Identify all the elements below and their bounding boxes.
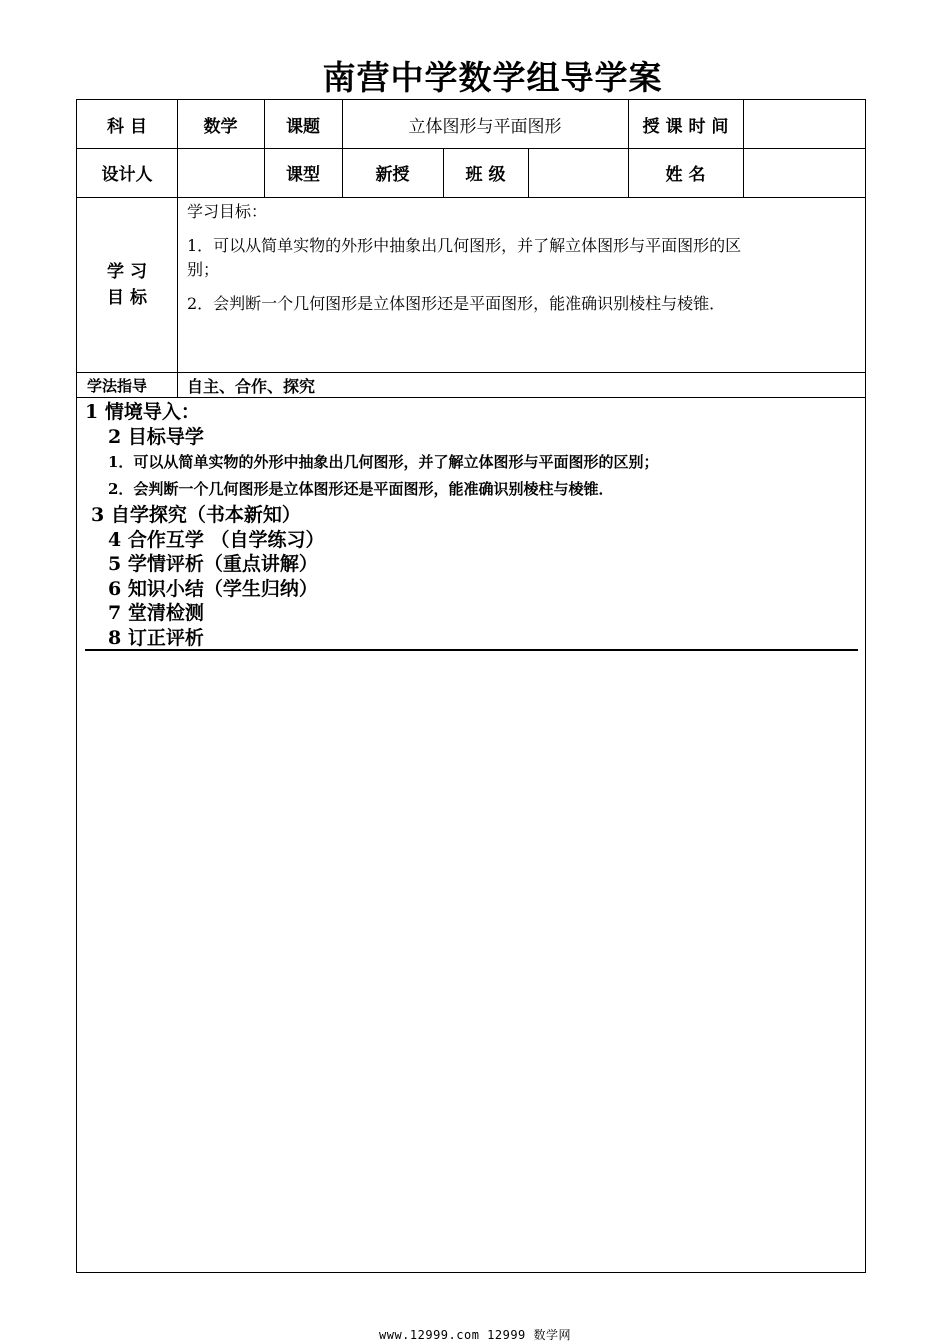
goal-item-2: 2．会判断一个几何图形是立体图形还是平面图形，能准确识别棱柱与棱锥．: [187, 294, 726, 313]
lesson-table: [76, 99, 866, 1273]
outline-section-2: 2 目标导学: [108, 425, 204, 448]
goals-content: [187, 200, 857, 316]
outline-section-2-item-1: 1．可以从简单实物的外形中抽象出几何图形，并了解立体图形与平面图形的区别；: [108, 453, 659, 471]
type-value: 新授: [375, 165, 410, 185]
row-divider: [77, 372, 865, 373]
goals-label-line2: 目 标: [107, 287, 147, 308]
outline-section-4: 4 合作互学 （自学练习）: [108, 528, 325, 551]
col-divider: [177, 197, 178, 397]
designer-value: [177, 148, 264, 197]
outline-underline: [85, 649, 858, 651]
type-label: 课型: [286, 165, 320, 185]
goals-label-line1: 学 习: [107, 261, 147, 282]
outline-section-6: 6 知识小结（学生归纳）: [108, 577, 318, 600]
class-value: [528, 148, 628, 197]
row-divider: [77, 397, 865, 398]
document-title: 南营中学数学组导学案: [322, 58, 663, 97]
goals-heading: 学习目标：: [187, 202, 268, 221]
goal-item-1-line2: 别；: [187, 260, 220, 279]
topic-label: 课题: [286, 116, 320, 137]
outline-section-8: 8 订正评析: [108, 626, 204, 649]
outline-section-1: 1 情境导入：: [85, 401, 200, 423]
page-footer: www.12999.com 12999 数学网: [379, 1328, 571, 1342]
goal-item-1-line1: 1．可以从简单实物的外形中抽象出几何图形，并了解立体图形与平面图形的区: [187, 236, 742, 255]
outline-section-3: 3 自学探究（书本新知）: [91, 504, 301, 526]
method-label: 学法指导: [87, 377, 148, 395]
name-label: 姓 名: [665, 165, 706, 185]
outline-section-5: 5 学情评析（重点讲解）: [108, 553, 318, 575]
time-value: [743, 100, 865, 148]
designer-label: 设计人: [101, 165, 153, 185]
subject-label: 科 目: [107, 116, 147, 137]
class-label: 班 级: [465, 165, 506, 185]
topic-value: 立体图形与平面图形: [408, 116, 562, 137]
outline-section-7: 7 堂清检测: [108, 602, 204, 624]
lesson-outline: [85, 400, 855, 650]
row-divider: [77, 197, 865, 198]
outline-section-2-item-2: 2．会判断一个几何图形是立体图形还是平面图形，能准确识别棱柱与棱锥．: [108, 480, 614, 498]
subject-value: 数学: [203, 116, 238, 137]
goals-label: [77, 197, 177, 372]
time-label: 授 课 时 间: [642, 116, 729, 137]
method-value: 自主、合作、探究: [187, 377, 316, 396]
name-value: [743, 148, 865, 197]
